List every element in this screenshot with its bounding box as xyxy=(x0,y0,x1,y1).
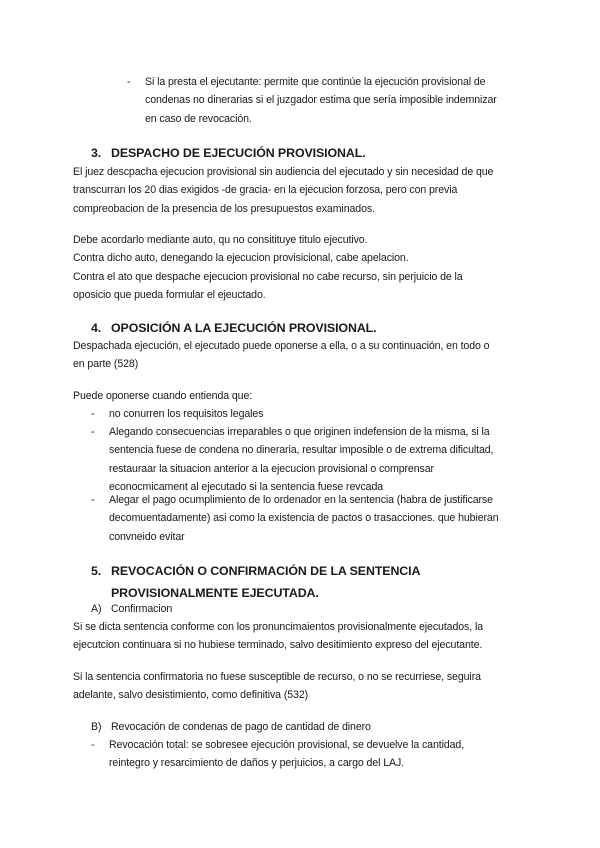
text-line: ejecutcion continuara si no hubiese terminado, salvo desitimiento expreso del ejecutante. xyxy=(73,639,483,652)
text-line: compreobacion de la presencia de los presupuestos examinados. xyxy=(73,202,375,215)
section-title: REVOCACIÓN O CONFIRMACIÓN DE LA SENTENCIA xyxy=(111,564,421,578)
bullet-marker: - xyxy=(91,494,95,506)
text-line: en parte (528) xyxy=(73,358,139,371)
section-3-paragraph-1 xyxy=(73,163,593,218)
text-line: en caso de revocación. xyxy=(145,112,252,125)
text-line: Contra el ato que despache ejecucion provisional no cabe recurso, sin perjuicio de la xyxy=(73,270,463,283)
section-4-bullet-3 xyxy=(91,491,591,546)
subsection-label: B) xyxy=(91,721,102,733)
text-line: Alegar el pago ocumplimiento de lo ordenador en la sentencia (habra de justificarse xyxy=(109,494,493,506)
section-5-heading xyxy=(91,560,571,600)
text-line: Si la presta el ejecutante: permite que continúe la ejecución provisional de xyxy=(145,76,486,88)
section-3-heading xyxy=(91,142,571,164)
section-4-intro xyxy=(73,387,593,405)
section-4-bullet-1 xyxy=(91,405,591,423)
text-line: no conurren los requisitos legales xyxy=(109,408,264,420)
bullet-marker: - xyxy=(127,76,131,88)
text-line: Si la sentencia confirmatoria no fuese susceptible de recurso, o no se recurriese, seguira xyxy=(73,671,481,683)
subsection-title: Revocación de condenas de pago de cantidad de dinero xyxy=(111,721,371,733)
section-title: OPOSICIÓN A LA EJECUCIÓN PROVISIONAL. xyxy=(111,321,377,335)
top-bullet xyxy=(127,73,587,128)
section-5-paragraph-a1 xyxy=(73,618,593,655)
bullet-marker: - xyxy=(91,426,95,438)
text-line: sentencia fuese de condena no dineraria, resultar imposible o de extrema dificultad, xyxy=(109,444,494,457)
section-title: PROVISIONALMENTE EJECUTADA. xyxy=(111,586,319,600)
section-title: DESPACHO DE EJECUCIÓN PROVISIONAL. xyxy=(111,146,366,160)
text-line: Puede oponerse cuando entienda que: xyxy=(73,390,253,402)
text-line: decomuentadamente) asi como la existencia de pactos o trasacciones. que hubieran xyxy=(109,512,499,525)
text-line: El juez descpacha ejecucion provisional sin audiencia del ejecutado y sin necesidad de que xyxy=(73,166,494,178)
section-4-heading xyxy=(91,317,571,339)
text-line: Si se dicta sentencia conforme con los pronuncimaientos provisionalmente ejecutados, la xyxy=(73,621,483,633)
subsection-label: A) xyxy=(91,603,102,615)
section-5-bullet-b xyxy=(91,736,591,773)
text-line: econocmicament al ejecutado si la sentencia fuese revcada xyxy=(109,481,384,494)
bullet-marker: - xyxy=(91,408,95,420)
bullet-marker: - xyxy=(91,739,95,751)
section-4-paragraph-1 xyxy=(73,337,593,374)
section-number: 4. xyxy=(91,321,102,335)
section-4-bullet-2 xyxy=(91,423,591,497)
subsection-a xyxy=(91,600,571,618)
text-line: Contra dicho auto, denegando la ejecucion provisicional, cabe apelacion. xyxy=(73,252,409,265)
text-line: restauraar la situacion anterior a la ejecucion provisional o comprensar xyxy=(109,462,434,475)
section-number: 3. xyxy=(91,146,102,160)
text-line: adelante, salvo desistimiento, como definitiva (532) xyxy=(73,689,309,702)
subsection-b xyxy=(91,718,571,736)
subsection-title: Confirmacion xyxy=(111,603,173,615)
text-line: Alegando consecuencias irreparables o que originen indefension de la misma, si la xyxy=(109,426,490,438)
text-line: Debe acordarlo mediante auto, qu no consitituye titulo ejecutivo. xyxy=(73,234,368,246)
text-line: condenas no dinerarias si el juzgador estima que sería imposible indemnizar xyxy=(145,94,497,107)
text-line: transcurran los 20 dias exigidos -de gracia- en la ejecucion forzosa, pero con previa xyxy=(73,184,458,197)
text-line: convneido evitar xyxy=(109,530,185,543)
text-line: Revocación total: se sobresee ejecución provisional, se devuelve la cantidad, xyxy=(109,739,465,751)
section-3-paragraph-2 xyxy=(73,231,593,305)
text-line: reintegro y resarcimiento de daños y perjuicios, a cargo del LAJ. xyxy=(109,757,404,770)
section-5-paragraph-a2 xyxy=(73,668,593,705)
text-line: Despachada ejecución, el ejecutado puede oponerse a ella, o a su continuación, en todo o xyxy=(73,340,490,352)
section-number: 5. xyxy=(91,564,102,578)
text-line: oposicio que pueda formular el ejeuctado. xyxy=(73,289,266,302)
